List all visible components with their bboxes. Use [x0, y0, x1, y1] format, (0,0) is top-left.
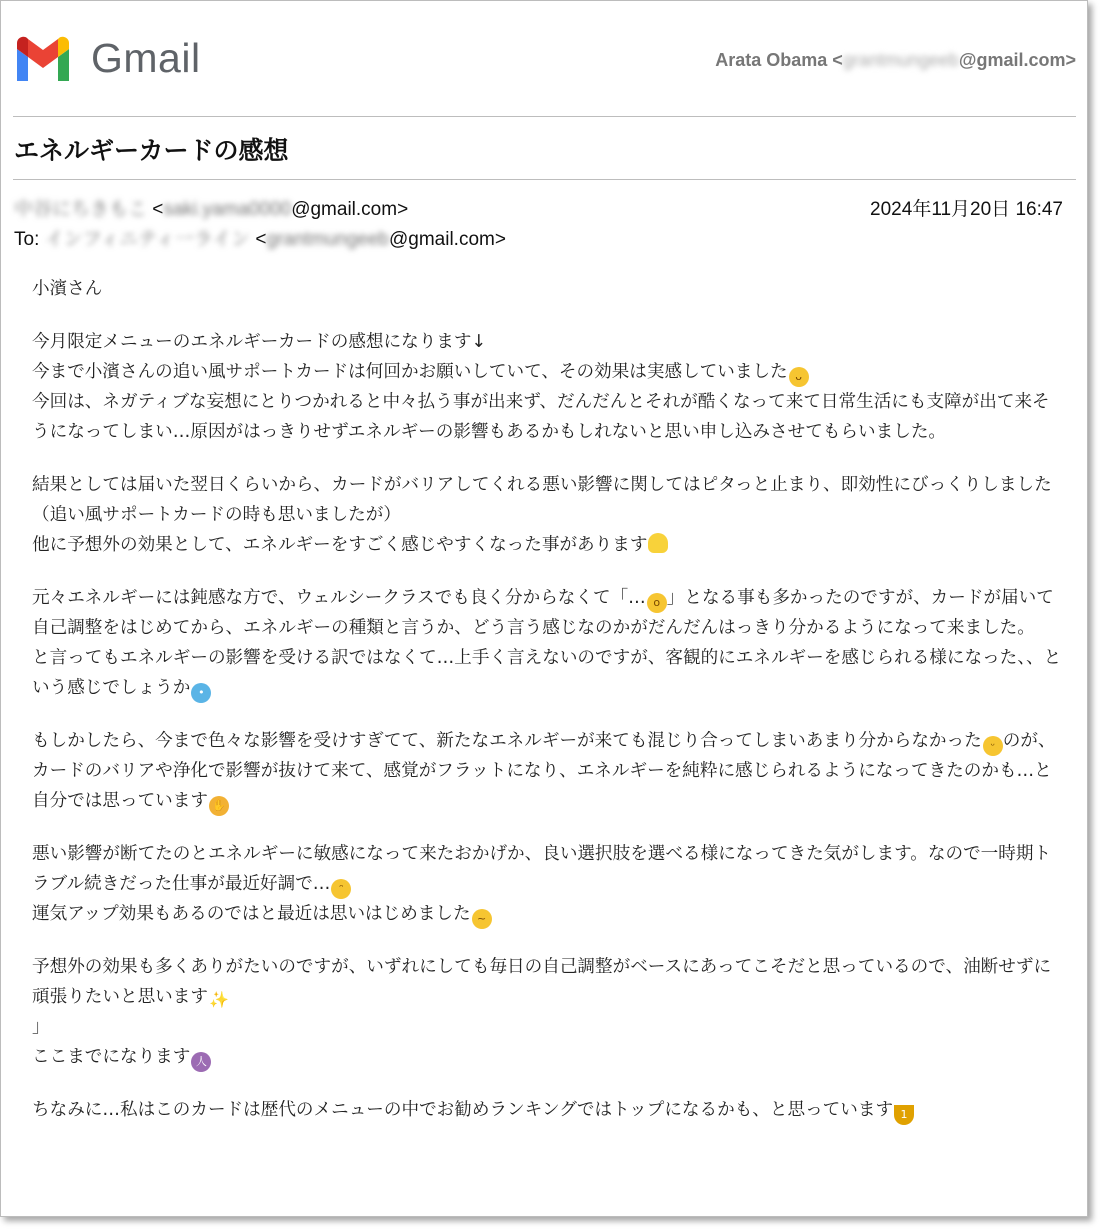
paragraph: ちなみに…私はこのカードは歴代のメニューの中でお勧めランキングではトップになるかも、と思っています 1	[32, 1095, 1062, 1125]
relieved-emoji-icon: ᴗ	[789, 367, 809, 387]
account-info: Arata Obama <grantmungeeb@gmail.com>	[715, 50, 1076, 70]
greeting: 小濱さん	[32, 279, 103, 299]
email-body	[32, 274, 1062, 1148]
bow-emoji-icon: 人	[191, 1052, 211, 1072]
paragraph: 今月限定メニューのエネルギーカードの感想になります↓ 今まで小濱さんの追い風サポートカードは何回かお願いしていて、その効果は実感していました ᴗ 今回は、ネガティブな妄想にとりつかれると中々払う事が出来ず、だんだんとそれが酷くなって来て日常生活にも支障が出て来そうになってしまい…原因がはっきりせずエネルギーの影響もあるかもしれないと思い申し込みさせてもらいました。	[32, 332, 1050, 442]
surprised-emoji-icon: o	[647, 593, 667, 613]
divider	[13, 179, 1076, 180]
account-email-domain: @gmail.com>	[958, 50, 1076, 70]
recipient-name-redacted: インフィニティ一ライン	[44, 229, 251, 250]
sender-name-redacted: 中谷にちきもこ	[14, 199, 148, 220]
recipient-email-redacted: grantmungeeb	[266, 229, 389, 250]
lightbulb-emoji-icon	[648, 533, 668, 553]
gmail-wordmark: Gmail	[91, 35, 201, 81]
paragraph: 元々エネルギーには鈍感な方で、ウェルシークラスでも良く分からなくて「… o 」となる事も多かったのですが、カードが届いて自己調整をはじめてから、エネルギーの種類と言うか、どう言う感じなのかがだんだんはっきり分かるようになって来ました。 と言ってもエネルギーの影響を受ける訳ではなくて…上手く言えないのですが、客観的にエネルギーを感じられる様になった、、という感じでしょうか •	[32, 583, 1062, 703]
sender-email-redacted: saki.yama0000	[163, 199, 292, 220]
paragraph: 結果としては届いた翌日くらいから、カードがバリアしてくれる悪い影響に関してはピタっと止まり、即効性にびっくりしました（追い風サポートカードの時も思いましたが） 他に予想外の効果として、エネルギーをすごく感じやすくなった事があります	[32, 475, 1052, 555]
paragraph: 悪い影響が断てたのとエネルギーに敏感になって来たおかげか、良い選択肢を選べる様になってきた気がします。なので一時期トラブル続きだった仕事が最近好調で… ᵔ 運気アップ効果もあるのではと最近は思いはじめました ~	[32, 839, 1062, 929]
sweat-drops-emoji-icon: •	[191, 683, 211, 703]
paragraph: もしかしたら、今まで色々な影響を受けすぎてて、新たなエネルギーが来ても混じり合ってしまいあまり分からなかった ᵕ のが、カードのバリアや浄化で影響が抜けて来て、感覚がフラットになり、エネルギーを純粋に感じられるようになってきたのかも…と自分では思っています ✋	[32, 726, 1062, 816]
account-name: Arata Obama	[715, 50, 828, 70]
sparkles-emoji-icon: ✨	[208, 990, 229, 1009]
paragraph: 予想外の効果も多くありがたいのですが、いずれにしても毎日の自己調整がベースにあってこそだと思っているので、油断せずに頑張りたいと思います✨ 」 ここまでになります 人	[32, 952, 1062, 1072]
sender-email-domain: @gmail.com>	[291, 199, 409, 220]
raised-hands-emoji-icon: ✋	[209, 796, 229, 816]
thinking-emoji-icon: ~	[472, 909, 492, 929]
gmail-logo-icon	[13, 35, 73, 81]
sender-line: 中谷にちきもこ <saki.yama0000@gmail.com>	[14, 199, 409, 220]
email-date: 2024年11月20日 16:47	[870, 199, 1063, 220]
email-subject: エネルギーカードの感想	[14, 136, 289, 165]
medal-emoji-icon: 1	[894, 1105, 914, 1125]
recipient-email-domain: @gmail.com>	[388, 229, 506, 250]
header	[13, 35, 1076, 85]
grin-emoji-icon: ᵔ	[331, 879, 351, 899]
divider	[13, 116, 1076, 117]
to-label: To:	[14, 229, 40, 250]
sweat-smile-emoji-icon: ᵕ	[983, 736, 1003, 756]
account-email-redacted: grantmungeeb	[842, 50, 959, 70]
recipient-line: To: インフィニティ一ライン <grantmungeeb@gmail.com>	[14, 229, 506, 250]
